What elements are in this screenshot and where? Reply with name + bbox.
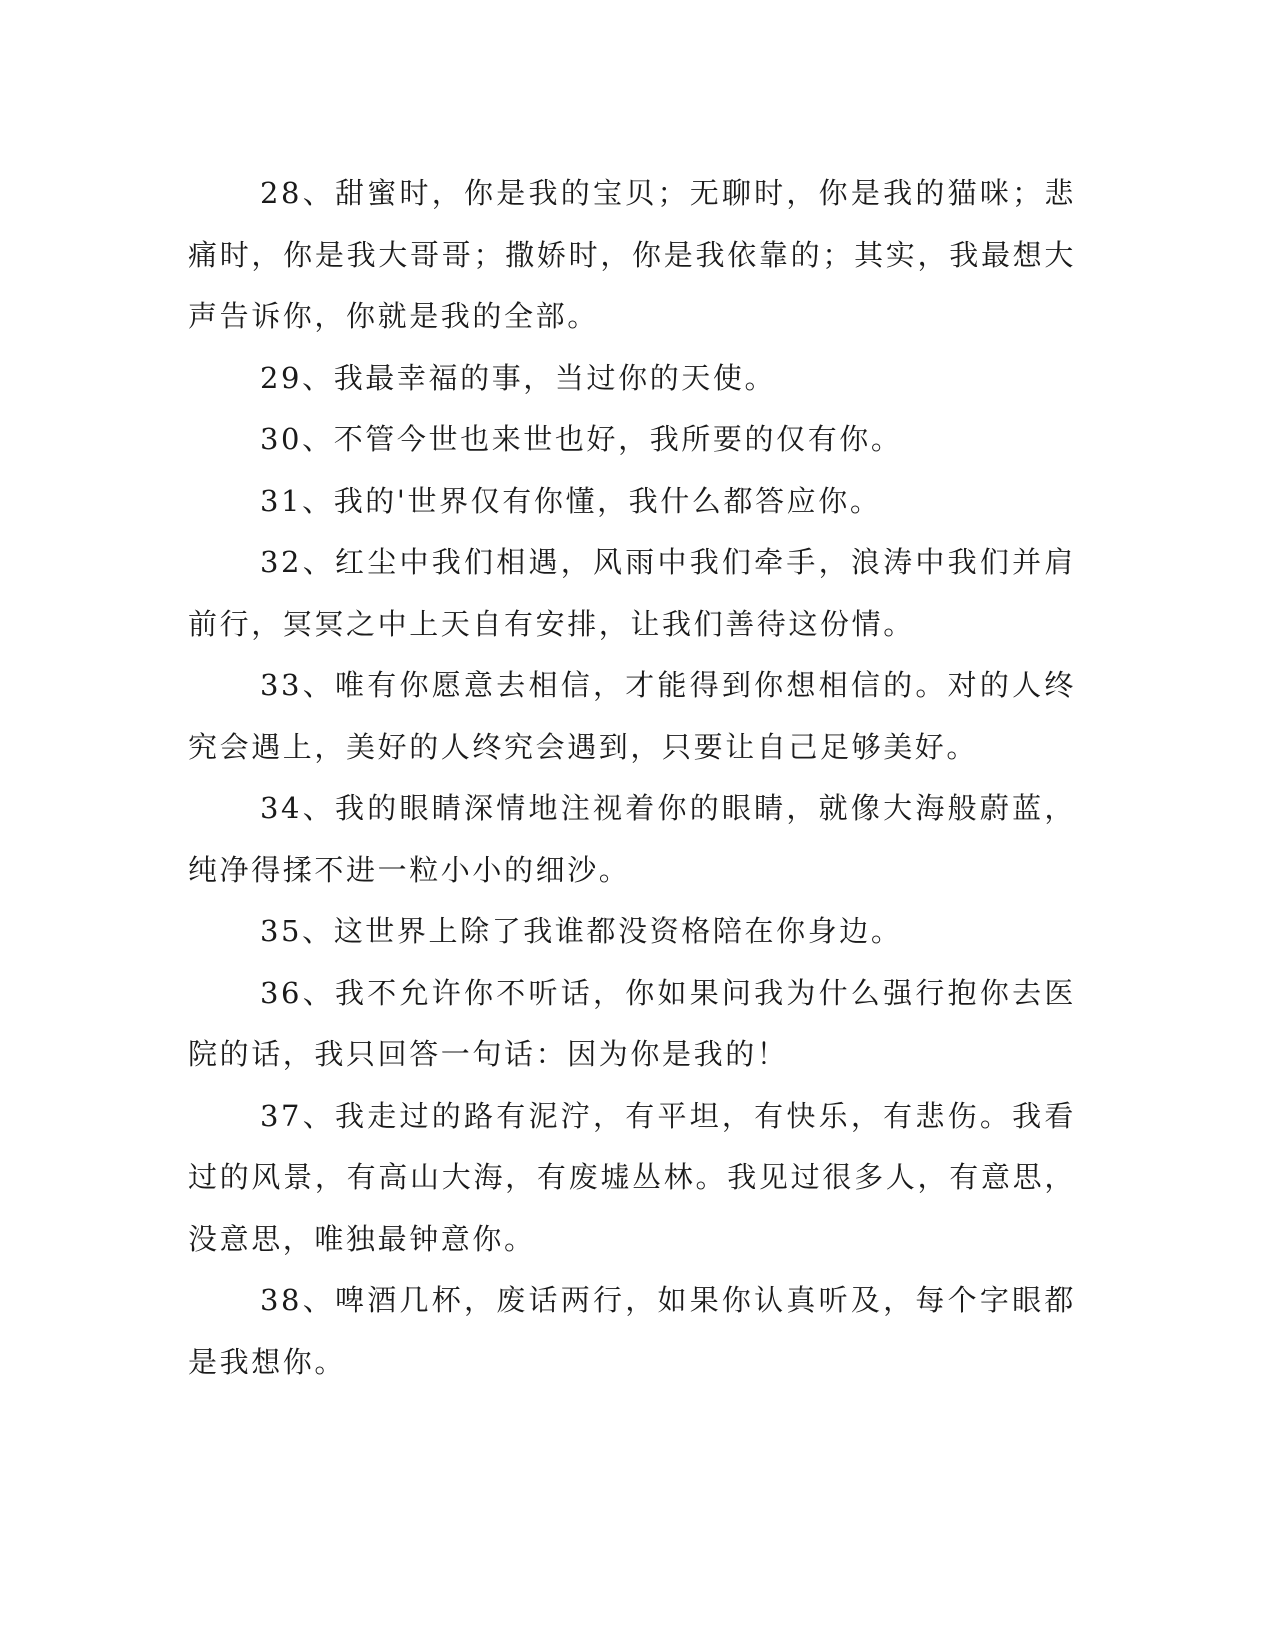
document-body [188, 163, 1076, 1393]
paragraph-33: 33、唯有你愿意去相信，才能得到你想相信的。对的人终究会遇上，美好的人终究会遇到，只要让自己足够美好。 [188, 668, 1076, 764]
paragraph-36: 36、我不允许你不听话，你如果问我为什么强行抱你去医院的话，我只回答一句话：因为你是我的！ [188, 975, 1076, 1071]
paragraph-38: 38、啤酒几杯，废话两行，如果你认真听及，每个字眼都是我想你。 [188, 1283, 1076, 1379]
paragraph-30: 30、不管今世也来世也好，我所要的仅有你。 [260, 422, 903, 456]
paragraph-34: 34、我的眼睛深情地注视着你的眼睛，就像大海般蔚蓝，纯净得揉不进一粒小小的细沙。 [188, 791, 1076, 887]
paragraph-29: 29、我最幸福的事，当过你的天使。 [260, 360, 777, 395]
paragraph-28: 28、甜蜜时，你是我的宝贝；无聊时，你是我的猫咪；悲痛时，你是我大哥哥；撒娇时，你是我依靠的；其实，我最想大声告诉你，你就是我的全部。 [188, 176, 1076, 333]
paragraph-32: 32、红尘中我们相遇，风雨中我们牵手，浪涛中我们并肩前行，冥冥之中上天自有安排，让我们善待这份情。 [188, 545, 1076, 641]
paragraph-37: 37、我走过的路有泥泞，有平坦，有快乐，有悲伤。我看过的风景，有高山大海，有废墟丛林。我见过很多人，有意思，没意思，唯独最钟意你。 [188, 1098, 1076, 1256]
paragraph-31: 31、我的'世界仅有你懂，我什么都答应你。 [260, 483, 882, 518]
paragraph-35: 35、这世界上除了我谁都没资格陪在你身边。 [260, 914, 903, 948]
